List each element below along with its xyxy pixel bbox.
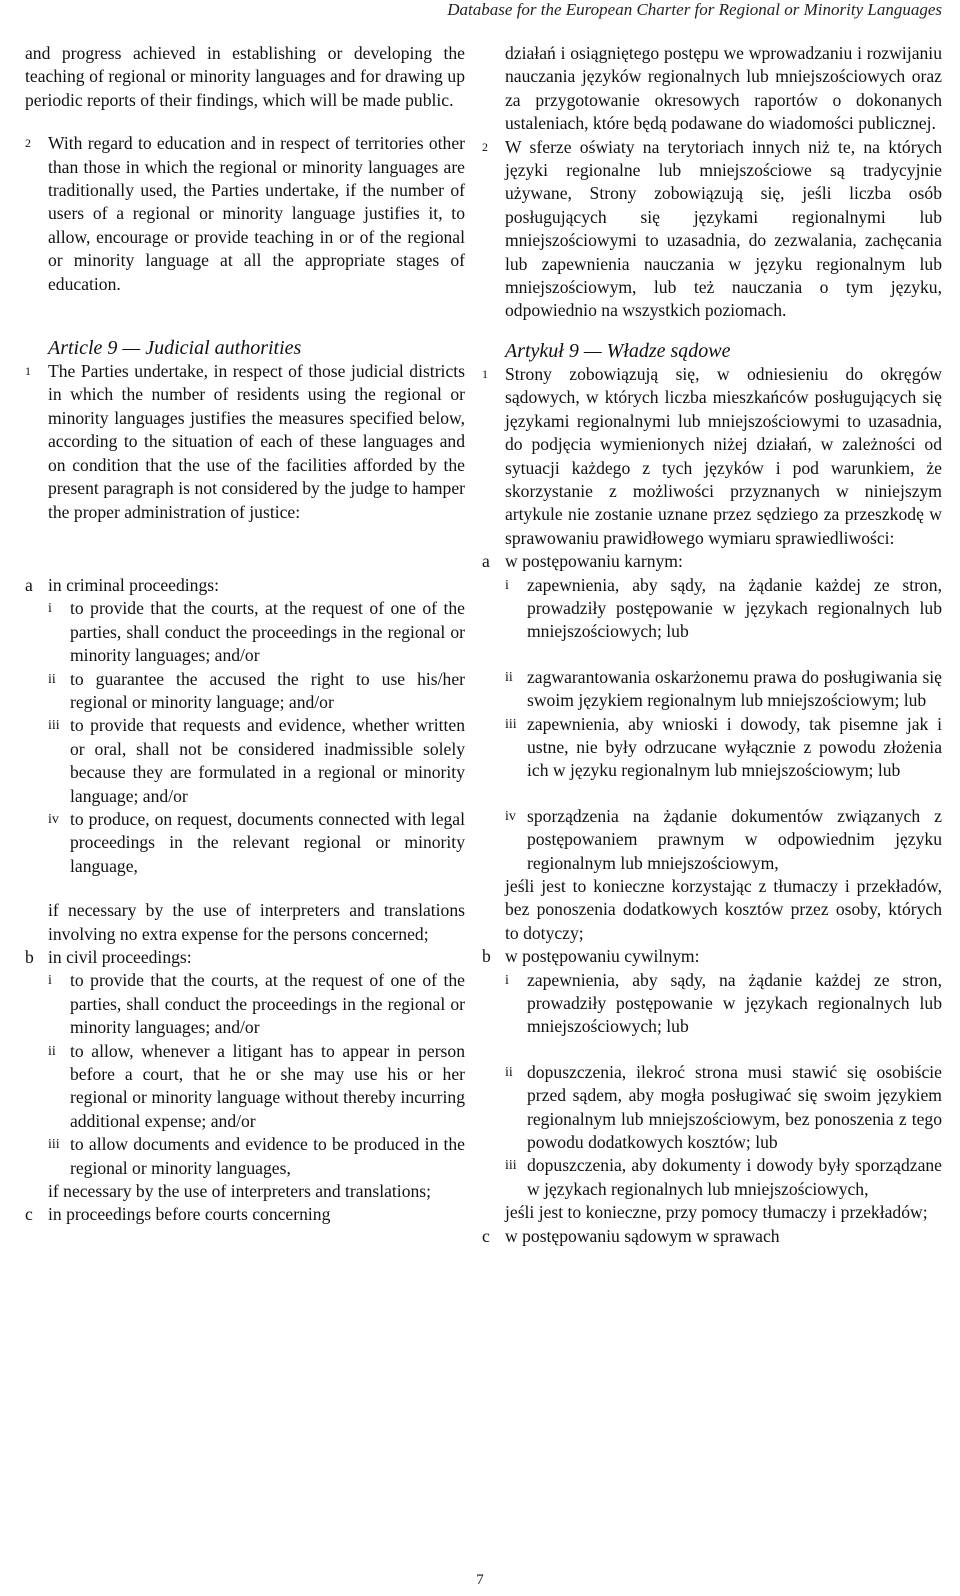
item-label: a	[25, 574, 33, 595]
subitem-label: iv	[48, 811, 59, 827]
paragraph-2-text: With regard to education and in respect of territories other than those in which the regional or minority languages are traditionally used, the Parties undertake, if the number of users of a regional or minority language justifies it, to allow, encourage or provide teaching in or of the regional or minority language at all the appropriate stages of education.	[48, 133, 465, 294]
subitem-a-i	[25, 597, 465, 667]
item-text: in civil proceedings:	[48, 947, 192, 967]
intro-paragraph	[482, 42, 942, 136]
item-a	[25, 574, 465, 597]
subitem-text: zapewnienia, aby sądy, na żądanie każdej ze stron, prowadziły postępowanie w językach regionalnych lub mniejszościowych; lub	[527, 574, 942, 642]
subitem-text: zapewnienia, aby sądy, na żądanie każdej ze stron, prowadziły postępowanie w językach regionalnych lub mniejszościowych; lub	[527, 969, 942, 1037]
subitem-label: iv	[505, 808, 516, 824]
item-c	[25, 1203, 465, 1226]
item-a-continuation: jeśli jest to konieczne korzystając z tłumaczy i przekładów, bez ponoszenia dodatkowych kosztów przez osoby, których to dotyczy;	[505, 876, 942, 943]
paragraph-2	[25, 132, 465, 296]
subitem-b-i	[25, 969, 465, 1039]
item-text: w postępowaniu karnym:	[505, 551, 683, 572]
subitem-text: dopuszczenia, aby dokumenty i dowody były sporządzane w językach regionalnych lub mniejszościowych,	[527, 1155, 942, 1199]
english-column	[25, 42, 465, 1227]
paragraph-number: 1	[25, 364, 31, 379]
page-header: Database for the European Charter for Regional or Minority Languages	[447, 0, 942, 19]
intro-text: działań i osiągniętego postępu we wprowadzaniu i rozwijaniu nauczania języków regionalnych lub mniejszościowych oraz za przygotowanie okresowych raportów o dokonanych ustaleniach, które będą podawane do wiadomości publicznej.	[505, 43, 942, 134]
item-b-continuation: if necessary by the use of interpreters and translations;	[48, 1181, 432, 1202]
item-a-continuation: if necessary by the use of interpreters and translations involving no extra expense for the persons concerned;	[48, 900, 465, 944]
subitem-text: dopuszczenia, ilekroć strona musi stawić się osobiście przed sądem, aby mogła posługiwać się swoim językiem regionalnym lub mniejszościowym, bez ponoszenia z tego powodu dodatkowych kosztów; lub	[527, 1061, 942, 1153]
subitem-a-ii	[482, 666, 942, 713]
subitem-label: i	[48, 973, 52, 989]
subitem-b-iii	[482, 1154, 942, 1201]
subitem-text: to allow documents and evidence to be produced in the regional or minority languages,	[70, 1134, 465, 1178]
paragraph-number: 2	[25, 136, 31, 151]
article-paragraph-1	[25, 360, 465, 524]
intro-text: and progress achieved in establishing or developing the teaching of regional or minority languages and for drawing up periodic reports of their findings, which will be made public.	[25, 43, 465, 110]
item-a	[482, 550, 942, 573]
article-title: Artykuł 9 — Władze sądowe	[505, 339, 731, 362]
subitem-text: zapewnienia, aby wnioski i dowody, tak pisemne jak i ustne, nie były odrzucane wyłącznie z powodu złożenia ich w języku regionalnym lub mniejszościowym; lub	[527, 713, 942, 781]
subitem-label: i	[48, 601, 52, 617]
item-text: in criminal proceedings:	[48, 574, 219, 595]
item-label: a	[482, 551, 490, 572]
article-title: Article 9 — Judicial authorities	[48, 337, 302, 360]
paragraph-2-text: W sferze oświaty na terytoriach innych niż te, na których języki regionalne lub mniejszościowe są tradycyjnie używane, Strony zobowiązują się, jeśli liczba osób posługujących się językami regionalnymi lub mniejszościowymi to uzasadnia, do zezwalania, zachęcania lub zapewnienia nauczania w języku regionalnym lub mniejszościowym, lub też nauczania o tym języku, odpowiednio na wszystkich poziomach.	[505, 136, 942, 321]
subitem-label: iii	[48, 718, 60, 734]
subitem-text: to guarantee the accused the right to use his/her regional or minority language; and/or	[70, 668, 465, 712]
paragraph-number: 1	[482, 366, 488, 381]
subitem-label: iii	[48, 1137, 60, 1153]
subitem-a-iii	[25, 714, 465, 808]
subitem-text: to allow, whenever a litigant has to appear in person before a court, that he or she may use his or her regional or minority language without thereby incurring additional expense; and/or	[70, 1040, 465, 1131]
article-paragraph-1	[482, 363, 942, 550]
subitem-text: zagwarantowania oskarżonemu prawa do posługiwania się swoim językiem regionalnym lub mniejszościowym; lub	[527, 666, 942, 711]
subitem-label: i	[505, 577, 509, 593]
item-c	[482, 1225, 942, 1248]
subitem-label: ii	[505, 669, 513, 685]
subitem-a-iv	[482, 805, 942, 875]
item-label: b	[25, 947, 34, 967]
article-paragraph-1-text: Strony zobowiązują się, w odniesieniu do okręgów sądowych, w których liczba mieszkańców posługujących się językami regionalnymi lub mniejszościowymi to uzasadnia, do podjęcia wymienionych niżej działań, w zależności od sytuacji każdego z tych języków i pod warunkiem, że skorzystanie z możliwości przyznanych w niniejszym artykule nie zostanie uznane przez sędziego za przeszkodę w sprawowaniu prawidłowego wymiaru sprawiedliwości:	[505, 363, 942, 548]
subitem-a-ii	[25, 668, 465, 715]
subitem-b-i	[482, 969, 942, 1039]
item-label: c	[25, 1204, 33, 1225]
subitem-text: to produce, on request, documents connected with legal proceedings in the relevant regional or minority language,	[70, 808, 465, 876]
page-number: 7	[476, 1572, 484, 1588]
subitem-a-iii	[482, 713, 942, 783]
item-b-continuation: jeśli jest to konieczne, przy pomocy tłumaczy i przekładów;	[505, 1202, 928, 1223]
item-text: w postępowaniu sądowym w sprawach	[505, 1225, 780, 1246]
subitem-label: i	[505, 972, 509, 988]
subitem-text: to provide that the courts, at the request of one of the parties, shall conduct the proceedings in the regional or minority languages; and/or	[70, 970, 465, 1038]
subitem-b-iii	[25, 1133, 465, 1180]
subitem-b-ii	[25, 1040, 465, 1134]
article-paragraph-1-text: The Parties undertake, in respect of those judicial districts in which the number of residents using the regional or minority languages justifies the measures specified below, according to the situation of each of these languages and on condition that the use of the facilities afforded by the present paragraph is not considered by the judge to hamper the proper administration of justice:	[48, 361, 465, 522]
subitem-b-ii	[482, 1061, 942, 1155]
subitem-a-i	[482, 574, 942, 644]
subitem-text: to provide that requests and evidence, whether written or oral, shall not be considered inadmissible solely because they are formulated in a regional or minority language; and/or	[70, 715, 465, 806]
item-b	[25, 946, 465, 969]
item-text: w postępowaniu cywilnym:	[505, 946, 700, 967]
subitem-a-iv	[25, 808, 465, 878]
subitem-text: to provide that the courts, at the request of one of the parties, shall conduct the proceedings in the regional or minority languages; and/or	[70, 598, 465, 666]
subitem-text: sporządzenia na żądanie dokumentów związanych z postępowaniem prawnym w odpowiednim języku regionalnym lub mniejszościowym,	[527, 805, 942, 873]
item-label: c	[482, 1225, 490, 1246]
subitem-label: ii	[505, 1064, 513, 1080]
intro-paragraph	[25, 42, 465, 112]
paragraph-2	[482, 136, 942, 323]
item-b	[482, 945, 942, 968]
polish-column	[482, 42, 942, 1248]
paragraph-number: 2	[482, 139, 488, 154]
subitem-label: iii	[505, 1158, 517, 1174]
subitem-label: ii	[48, 671, 56, 687]
subitem-label: ii	[48, 1043, 56, 1059]
subitem-label: iii	[505, 716, 517, 732]
item-label: b	[482, 946, 491, 967]
item-text: in proceedings before courts concerning	[48, 1204, 331, 1225]
